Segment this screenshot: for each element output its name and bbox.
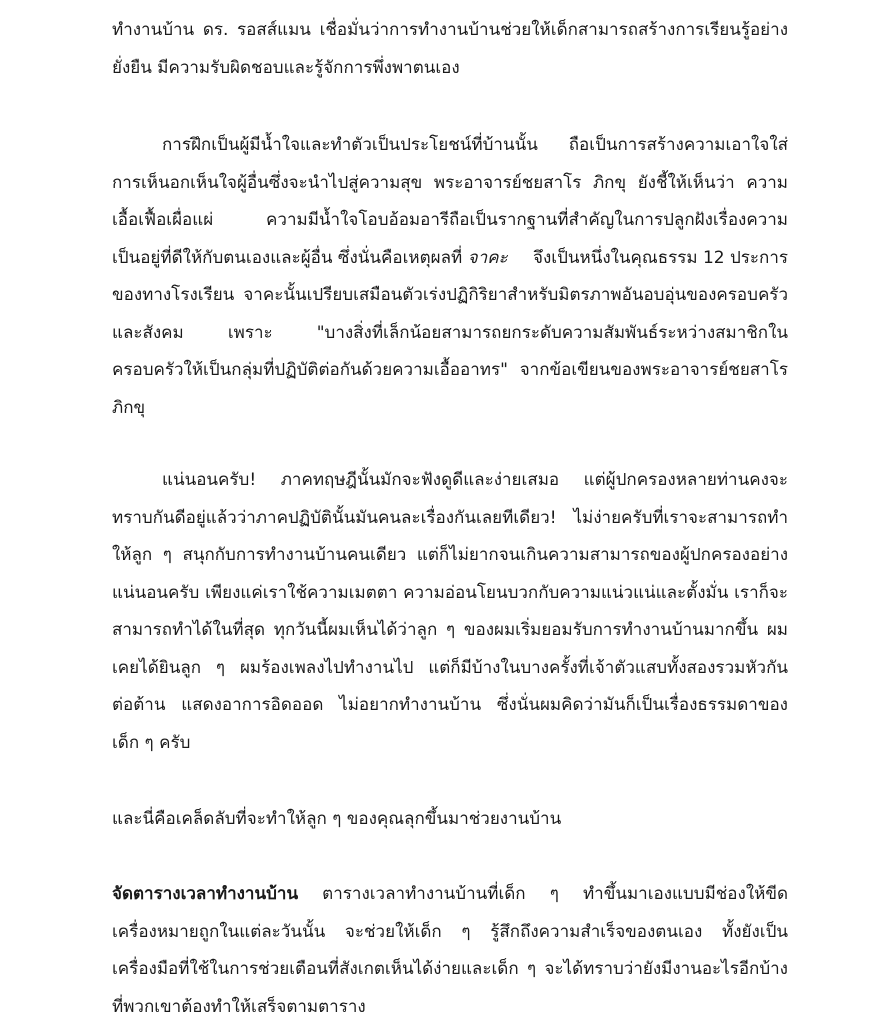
- text-line: ของทางโรงเรียน จาคะนั้นเปรียบเสมือนตัวเร่งปฏิกิริยาสำหรับมิตรภาพอันอบอุ่นของครอบครัว: [112, 277, 788, 315]
- text-line: แน่นอนครับ เพียงแค่เราใช้ความเมตตา ความอ่อนโยนบวกกับความแน่วแน่และตั้งมั่น เราก็จะ: [112, 575, 788, 613]
- paragraph-tips-intro: [112, 801, 788, 839]
- text-line: ต่อต้าน แสดงอาการอิดออด ไม่อยากทำงานบ้าน ซึ่งนั่นผมคิดว่ามันก็เป็นเรื่องธรรมดาของ: [112, 687, 788, 725]
- text-line: [112, 240, 788, 278]
- text-fragment: เป็นอยู่ที่ดีให้กับตนเองและผู้อื่น ซึ่งนั่นคือเหตุผลที่: [112, 248, 462, 268]
- text-line: และนี่คือเคล็ดลับที่จะทำให้ลูก ๆ ของคุณลุกขึ้นมาช่วยงานบ้าน: [112, 801, 788, 839]
- text-line: และสังคม เพราะ "บางสิ่งที่เล็กน้อยสามารถยกระดับความสัมพันธ์ระหว่างสมาชิกใน: [112, 315, 788, 353]
- text-line: เอื้อเฟื้อเผื่อแผ่ ความมีน้ำใจโอบอ้อมอารีถือเป็นรากฐานที่สำคัญในการปลูกฝังเรื่องความ: [112, 202, 788, 240]
- text-line: การเห็นอกเห็นใจผู้อื่นซึ่งจะนำไปสู่ความสุข พระอาจารย์ชยสาโร ภิกขุ ยังชี้ให้เห็นว่า ความ: [112, 165, 788, 203]
- text-line: ทราบกันดีอยู่แล้วว่าภาคปฏิบัตินั้นมันคนละเรื่องกันเลยทีเดียว! ไม่ง่ายครับที่เราจะสามารถทำ: [112, 500, 788, 538]
- text-line: เคยได้ยินลูก ๆ ผมร้องเพลงไปทำงานไป แต่ก็มีบ้างในบางครั้งที่เจ้าตัวแสบทั้งสองรวมหัวกัน: [112, 650, 788, 688]
- text-line: ครอบครัวให้เป็นกลุ่มที่ปฏิบัติต่อกันด้วยความเอื้ออาทร" จากข้อเขียนของพระอาจารย์ชยสาโร: [112, 352, 788, 390]
- text-line: เด็ก ๆ ครับ: [112, 725, 788, 763]
- text-segment: จึงเป็นหนึ่งในคุณธรรม 12 ประการ: [533, 240, 788, 278]
- text-line: ภิกขุ: [112, 390, 788, 428]
- text-line: [112, 876, 788, 914]
- paragraph-chore-schedule: [112, 876, 788, 1026]
- text-line: ที่พวกเขาต้องทำให้เสร็จตามตาราง: [112, 989, 788, 1026]
- text-line: แน่นอนครับ! ภาคทฤษฎีนั้นมักจะฟังดูดีและง่ายเสมอ แต่ผู้ปกครองหลายท่านคงจะ: [112, 462, 788, 500]
- text-line: สามารถทำได้ในที่สุด ทุกวันนี้ผมเห็นได้ว่าลูก ๆ ของผมเริ่มยอมรับการทำงานบ้านมากขึ้น ผม: [112, 612, 788, 650]
- text-segment: [112, 240, 508, 278]
- text-line: การฝึกเป็นผู้มีน้ำใจและทำตัวเป็นประโยชน์ที่บ้านนั้น ถือเป็นการสร้างความเอาใจใส่: [112, 127, 788, 165]
- italic-term: จาคะ: [468, 248, 508, 268]
- paragraph-practice: [112, 462, 788, 762]
- text-line: เครื่องมือที่ใช้ในการช่วยเตือนที่สังเกตเห็นได้ง่ายและเด็ก ๆ จะได้ทราบว่ายังมีงานอะไรอีกบ้าง: [112, 951, 788, 989]
- text-line: ทำงานบ้าน ดร. รอสส์แมน เชื่อมั่นว่าการทำงานบ้านช่วยให้เด็กสามารถสร้างการเรียนรู้อย่าง: [112, 12, 788, 50]
- text-fragment: ตารางเวลาทำงานบ้านที่เด็ก ๆ ทำขึ้นมาเองแบบมีช่องให้ขีด: [298, 884, 788, 904]
- paragraph-continuation: [112, 12, 788, 87]
- text-line: ให้ลูก ๆ สนุกกับการทำงานบ้านคนเดียว แต่ก็ไม่ยากจนเกินความสามารถของผู้ปกครองอย่าง: [112, 537, 788, 575]
- text-line: ยั่งยืน มีความรับผิดชอบและรู้จักการพึ่งพาตนเอง: [112, 50, 788, 88]
- section-heading: จัดตารางเวลาทำงานบ้าน: [112, 884, 298, 904]
- paragraph-generosity: [112, 127, 788, 427]
- text-line: เครื่องหมายถูกในแต่ละวันนั้น จะช่วยให้เด็ก ๆ รู้สึกถึงความสำเร็จของตนเอง ทั้งยังเป็น: [112, 914, 788, 952]
